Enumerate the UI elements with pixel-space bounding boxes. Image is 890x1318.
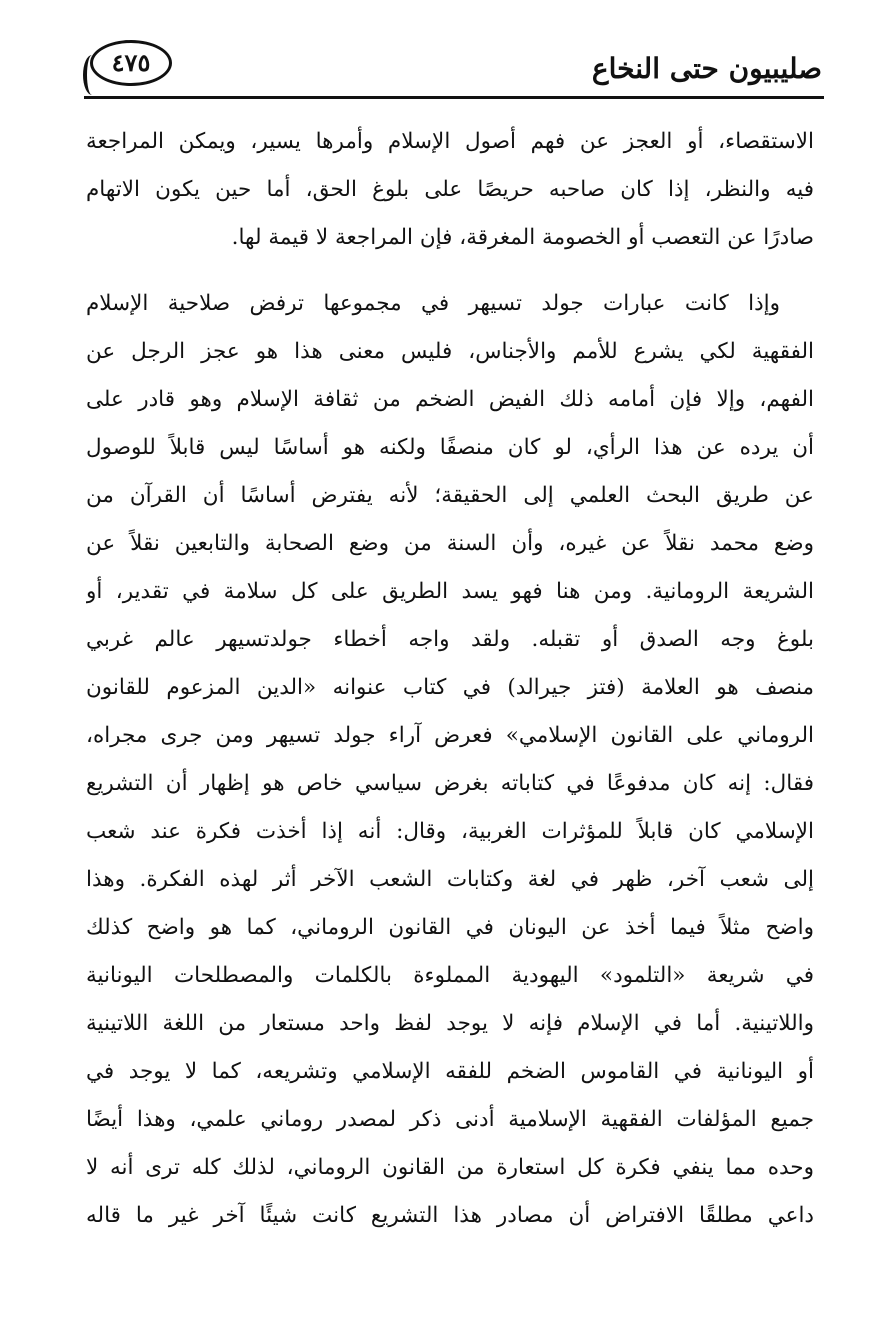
- text-line: وضع محمد نقلاً عن غيره، وأن السنة من وضع الصحابة والتابعين نقلاً عن: [86, 531, 814, 556]
- text-line: داعي مطلقًا الافتراض أن مصادر هذا التشريع كانت شيئًا آخر غير ما قاله: [86, 1203, 814, 1228]
- text-line: صادرًا عن التعصب أو الخصومة المغرقة، فإن المراجعة لا قيمة لها.: [231, 225, 814, 250]
- header-rule: [84, 96, 824, 99]
- paragraph-gap: [86, 262, 814, 280]
- text-line: الفهم، وإلا فإن أمامه ذلك الفيض الضخم من ثقافة الإسلام وهو قادر على: [86, 387, 814, 412]
- text-line: فيه والنظر، إذا كان صاحبه حريصًا على بلوغ الحق، أما حين يكون الاتهام: [86, 177, 814, 202]
- text-line: الاستقصاء، أو العجز عن فهم أصول الإسلام وأمرها يسير، ويمكن المراجعة: [86, 129, 814, 154]
- text-line: في شريعة «التلمود» اليهودية المملوءة بالكلمات والمصطلحات اليونانية: [86, 963, 814, 988]
- text-line: فقال: إنه كان مدفوعًا في كتاباته بغرض سياسي خاص هو إظهار أن التشريع: [86, 771, 814, 796]
- text-line: الإسلامي كان قابلاً للمؤثرات الغربية، وقال: أنه إذا أخذت فكرة عند شعب: [86, 819, 814, 844]
- page-number-badge: [90, 40, 172, 86]
- body-text: [86, 118, 814, 1240]
- running-title: صليبيون حتى النخاع: [591, 52, 822, 85]
- text-line: أن يرده عن هذا الرأي، لو كان منصفًا ولكنه هو أساسًا ليس قابلاً للوصول: [86, 435, 814, 460]
- text-line: الفقهية لكي يشرع للأمم والأجناس، فليس معنى هذا هو عجز الرجل عن: [86, 339, 814, 364]
- text-line: واضح مثلاً فيما أخذ عن اليونان في القانون الروماني، كما هو واضح كذلك: [86, 915, 814, 940]
- text-line: جميع المؤلفات الفقهية الإسلامية أدنى ذكر لمصدر روماني علمي، وهذا أيضًا: [86, 1107, 814, 1132]
- text-line: وحده مما ينفي فكرة كل استعارة من القانون الروماني، لذلك كله ترى أنه لا: [86, 1155, 814, 1180]
- text-line: وإذا كانت عبارات جولد تسيهر في مجموعها ترفض صلاحية الإسلام: [86, 291, 780, 316]
- text-line: بلوغ وجه الصدق أو تقبله. ولقد واجه أخطاء جولدتسيهر عالم غربي: [86, 627, 814, 652]
- text-line: عن طريق البحث العلمي إلى الحقيقة؛ لأنه يفترض أساسًا أن القرآن من: [86, 483, 814, 508]
- text-line: أو اليونانية في القاموس الضخم للفقه الإسلامي وتشريعه، كما لا يوجد في: [86, 1059, 814, 1084]
- page-number: ٤٧٥: [111, 48, 151, 77]
- text-line: إلى شعب آخر، ظهر في لغة وكتابات الشعب الآخر أثر لهذه الفكرة. وهذا: [86, 867, 814, 892]
- text-line: منصف هو العلامة (فتز جيرالد) في كتاب عنوانه «الدين المزعوم للقانون: [86, 675, 814, 700]
- text-line: واللاتينية. أما في الإسلام فإنه لا يوجد لفظ واحد مستعار من اللغة اللاتينية: [86, 1011, 814, 1036]
- text-line: الشريعة الرومانية. ومن هنا فهو يسد الطريق على كل سلامة في تقدير، أو: [86, 579, 814, 604]
- page-header: [84, 38, 824, 100]
- text-line: الروماني على القانون الإسلامي» فعرض آراء جولد تسيهر ومن جرى مجراه،: [86, 723, 814, 748]
